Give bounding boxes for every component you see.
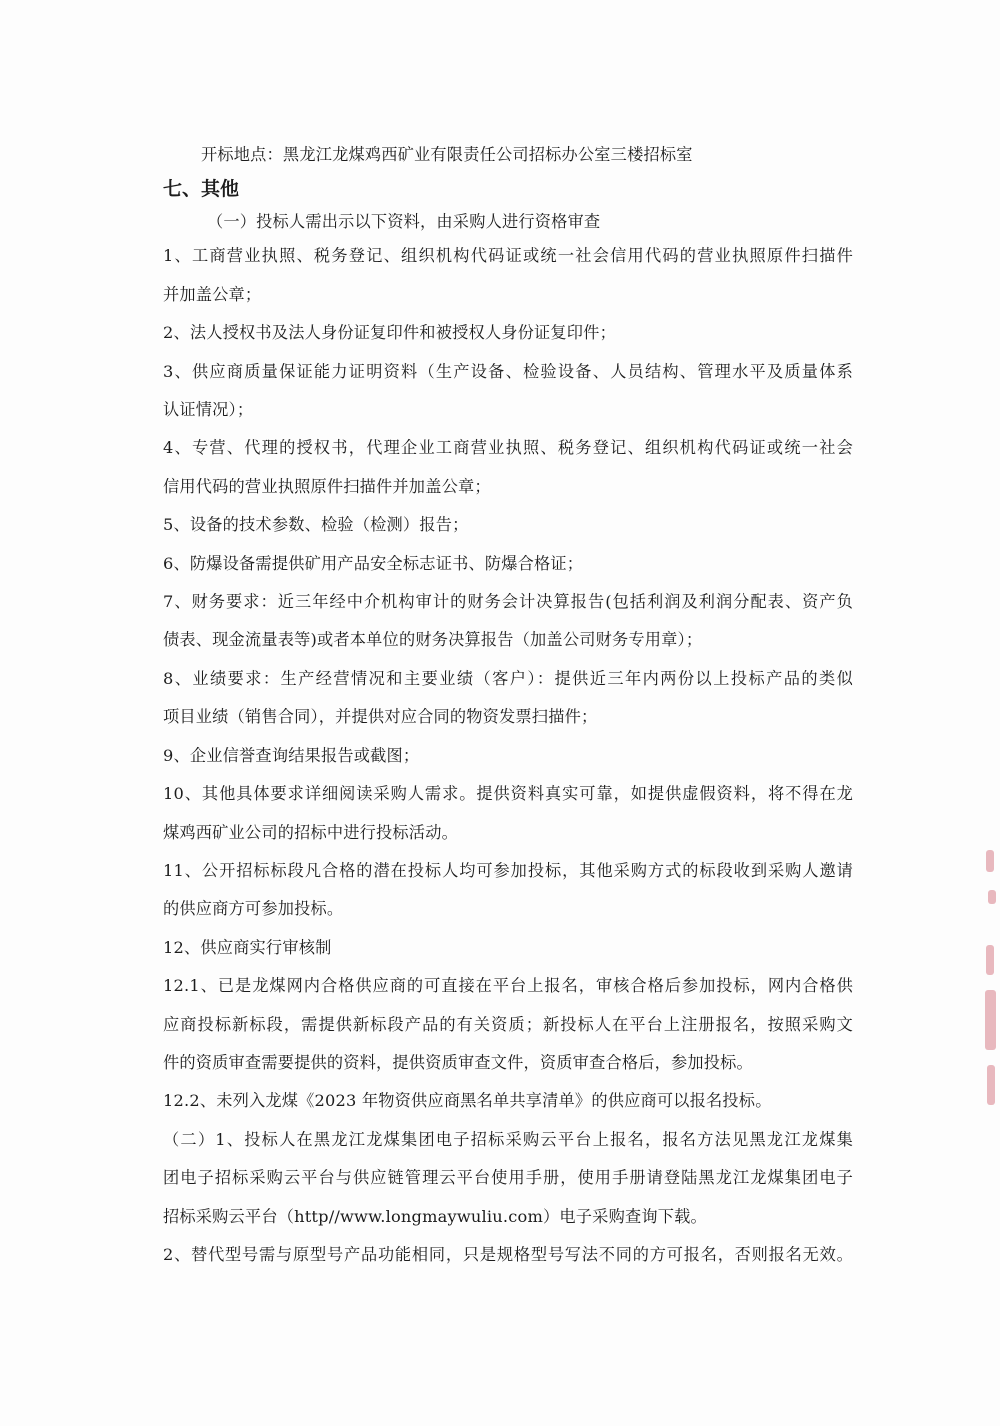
item-1-line-2: 并加盖公章； <box>163 284 262 304</box>
venue-line: 开标地点：黑龙江龙煤鸡西矿业有限责任公司招标办公室三楼招标室 <box>201 145 693 164</box>
sub2-line-3: 招标采购云平台（http//www.longmaywuliu.com）电子采购查询下载。 <box>163 1206 707 1226</box>
item-3-line-2: 认证情况）； <box>163 400 254 420</box>
sub2-line-2: 团电子招标采购云平台与供应链管理云平台使用手册，使用手册请登陆黑龙江龙煤集团电子 <box>163 1168 853 1188</box>
item-12: 12、供应商实行审核制 <box>163 937 332 957</box>
subsection-1: （一）投标人需出示以下资料，由采购人进行资格审查 <box>207 212 601 232</box>
item-12-2: 12.2、未列入龙煤《2023 年物资供应商黑名单共享清单》的供应商可以报名投标。 <box>163 1091 772 1111</box>
document-body <box>163 136 853 1274</box>
item-7-line-1: 7、财务要求：近三年经中介机构审计的财务会计决算报告(包括利润及利润分配表、资产负 <box>163 592 853 612</box>
item-10-line-1: 10、其他具体要求详细阅读采购人需求。提供资料真实可靠，如提供虚假资料，将不得在龙 <box>163 784 853 804</box>
item-12-1-line-2: 应商投标新标段，需提供新标段产品的有关资质；新投标人在平台上注册报名，按照采购文 <box>163 1014 853 1034</box>
item-8-line-1: 8、业绩要求：生产经营情况和主要业绩（客户）：提供近三年内两份以上投标产品的类似 <box>163 668 853 688</box>
item-11-line-2: 的供应商方可参加投标。 <box>163 899 344 919</box>
item-12-1-line-3: 件的资质审查需要提供的资料，提供资质审查文件，资质审查合格后，参加投标。 <box>163 1052 753 1072</box>
item-10-line-2: 煤鸡西矿业公司的招标中进行投标活动。 <box>163 822 458 842</box>
item-8-line-2: 项目业绩（销售合同），并提供对应合同的物资发票扫描件； <box>163 707 598 727</box>
item-4-line-1: 4、专营、代理的授权书，代理企业工商营业执照、税务登记、组织机构代码证或统一社会 <box>163 438 853 458</box>
sub2-line-1: （二）1、投标人在黑龙江龙煤集团电子招标采购云平台上报名，报名方法见黑龙江龙煤集 <box>163 1129 853 1149</box>
seal-stamp-edge <box>984 850 1000 1110</box>
item-2: 2、法人授权书及法人身份证复印件和被授权人身份证复印件； <box>163 323 616 343</box>
item-1-line-1: 1、工商营业执照、税务登记、组织机构代码证或统一社会信用代码的营业执照原件扫描件 <box>163 246 853 266</box>
item-4-line-2: 信用代码的营业执照原件扫描件并加盖公章； <box>163 476 491 496</box>
item-5: 5、设备的技术参数、检验（检测）报告； <box>163 515 469 535</box>
item-6: 6、防爆设备需提供矿用产品安全标志证书、防爆合格证； <box>163 553 584 573</box>
item-11-line-1: 11、公开招标标段凡合格的潜在投标人均可参加投标，其他采购方式的标段收到采购人邀请 <box>163 860 853 880</box>
item-7-line-2: 债表、现金流量表等)或者本单位的财务决算报告（加盖公司财务专用章）； <box>163 630 703 650</box>
sub2-item-2: 2、替代型号需与原型号产品功能相同，只是规格型号写法不同的方可报名，否则报名无效。 <box>163 1244 853 1264</box>
section-heading: 七、其他 <box>163 178 240 201</box>
item-3-line-1: 3、供应商质量保证能力证明资料（生产设备、检验设备、人员结构、管理水平及质量体系 <box>163 361 853 381</box>
item-12-1-line-1: 12.1、已是龙煤网内合格供应商的可直接在平台上报名，审核合格后参加投标，网内合格供 <box>163 976 853 996</box>
item-9: 9、企业信誉查询结果报告或截图； <box>163 745 420 765</box>
